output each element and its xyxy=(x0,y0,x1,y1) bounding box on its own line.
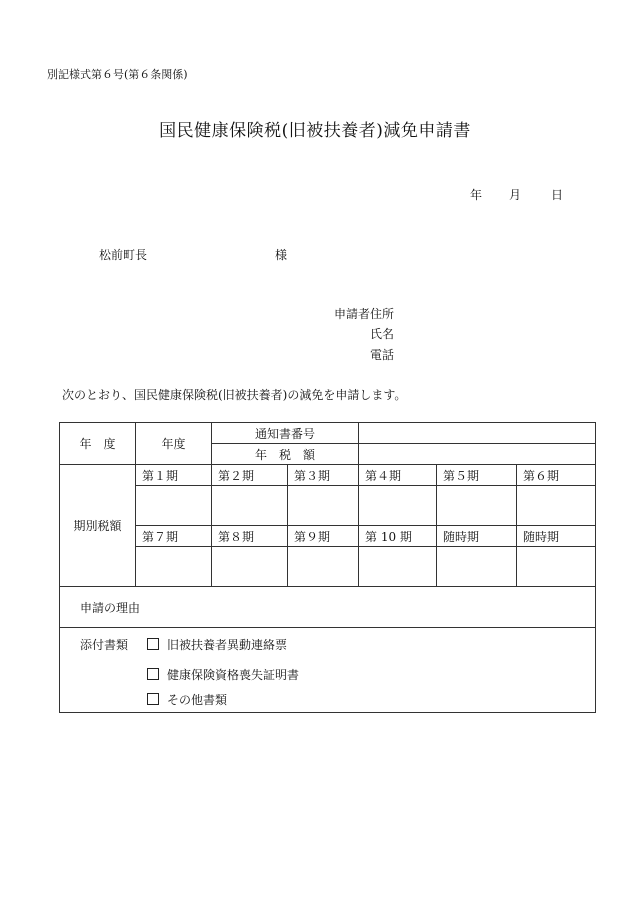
period-label: 第１期 xyxy=(136,465,212,486)
period-amount-field[interactable] xyxy=(212,486,288,526)
application-statement: 次のとおり、国民健康保険税(旧被扶養者)の減免を申請します。 xyxy=(62,388,407,402)
attachment-option-label: その他書類 xyxy=(167,693,228,707)
applicant-address-label: 申請者住所 xyxy=(333,307,394,321)
period-amount-field[interactable] xyxy=(288,486,359,526)
period-label: 第９期 xyxy=(288,526,359,547)
date-month-label: 月 xyxy=(509,188,522,202)
period-amount-field[interactable] xyxy=(517,486,596,526)
attachment-option-label: 健康保険資格喪失証明書 xyxy=(167,668,300,682)
checkbox-icon[interactable] xyxy=(147,693,159,705)
period-amount-field[interactable] xyxy=(288,547,359,587)
period-label: 第６期 xyxy=(517,465,596,486)
period-amount-field[interactable] xyxy=(359,486,437,526)
period-amount-field[interactable] xyxy=(437,486,517,526)
attachment-option-label: 旧被扶養者異動連絡票 xyxy=(167,638,288,652)
application-reason-field[interactable] xyxy=(60,587,596,628)
period-label: 随時期 xyxy=(437,526,517,547)
attachment-option[interactable] xyxy=(147,636,287,653)
attachment-option[interactable] xyxy=(147,666,299,683)
attachment-option[interactable] xyxy=(147,691,227,708)
fiscal-year-value[interactable]: 年度 xyxy=(136,423,212,465)
attachments-label: 添付書類 xyxy=(80,638,129,652)
period-label: 第２期 xyxy=(212,465,288,486)
period-label: 第３期 xyxy=(288,465,359,486)
period-amount-field[interactable] xyxy=(136,547,212,587)
period-label: 第８期 xyxy=(212,526,288,547)
form-number: 別記様式第６号(第６条関係) xyxy=(47,68,188,81)
period-amount-field[interactable] xyxy=(517,547,596,587)
attachments-cell xyxy=(60,628,596,713)
period-tax-label: 期別税額 xyxy=(60,465,136,587)
notice-number-field[interactable] xyxy=(359,423,596,444)
period-label: 第 10 期 xyxy=(359,526,437,547)
checkbox-icon[interactable] xyxy=(147,668,159,680)
period-label: 第４期 xyxy=(359,465,437,486)
notice-number-label: 通知書番号 xyxy=(212,423,359,444)
annual-tax-field[interactable] xyxy=(359,444,596,465)
application-table xyxy=(59,422,596,713)
period-amount-field[interactable] xyxy=(437,547,517,587)
addressee-name: 松前町長 xyxy=(99,248,148,262)
addressee-honorific: 様 xyxy=(275,248,288,262)
document-title: 国民健康保険税(旧被扶養者)減免申請書 xyxy=(159,121,471,141)
checkbox-icon[interactable] xyxy=(147,638,159,650)
period-label: 随時期 xyxy=(517,526,596,547)
date-day-label: 日 xyxy=(551,188,564,202)
period-amount-field[interactable] xyxy=(212,547,288,587)
period-amount-field[interactable] xyxy=(136,486,212,526)
applicant-name-label: 氏名 xyxy=(369,327,394,341)
annual-tax-label: 年 税 額 xyxy=(212,444,359,465)
period-label: 第５期 xyxy=(437,465,517,486)
applicant-phone-label: 電話 xyxy=(369,348,394,362)
application-reason-label: 申請の理由 xyxy=(80,600,141,615)
period-amount-field[interactable] xyxy=(359,547,437,587)
fiscal-year-label: 年 度 xyxy=(60,423,136,465)
period-label: 第７期 xyxy=(136,526,212,547)
date-year-label: 年 xyxy=(470,188,483,202)
